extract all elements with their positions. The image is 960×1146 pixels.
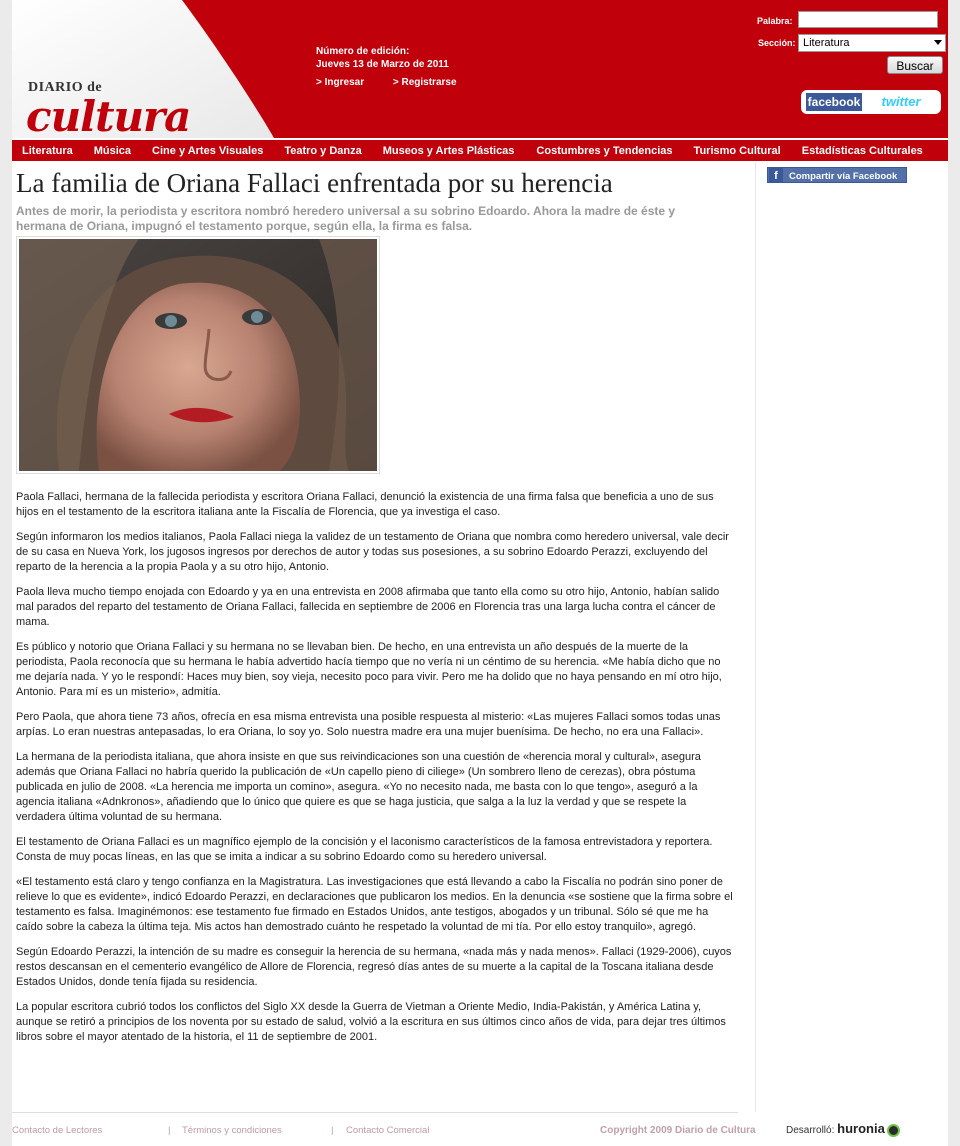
search-label: Palabra: (757, 16, 793, 26)
article-paragraph: Según informaron los medios italianos, Paola Fallaci niega la validez de un testamento de Oriana que nombra como heredero universal, vale decir de su casa en Nueva York, los jugosos ingresos por derechos de autor y todas sus posesiones, a su sobrino Edoardo Perazzi, excluyendo del reparto de la herencia a la propia Paola y a su otro hijo, Antonio. (16, 531, 729, 573)
article-paragraph: Es público y notorio que Oriana Fallaci y su hermana no se llevaban bien. De hecho, en una entrevista un año después de la muerte de la periodista, Paola reconocía que su hermana le había advertido hacía tiempo que no vería ni un céntimo de su herencia. «Me había dicho que no me dejaría nada. Y yo le respondí: Haces muy bien, soy vieja, necesito poco para vivir. Pero me ha dolido que no haya pensando en mí otro hijo, Antonio. Para mí es un misterio», admitía. (16, 641, 722, 698)
social-links (801, 90, 941, 114)
search-input[interactable] (798, 11, 938, 28)
footer-terms-link[interactable] (182, 1125, 282, 1136)
article-paragraph: Pero Paola, que ahora tiene 73 años, ofrecía en esa misma entrevista una posible respuesta al misterio: «Las mujeres Fallaci somos todas unas arpías. Lo eran nuestras antepasadas, lo era Oriana, lo soy yo. Solo nuestra madre era una mujer buenísima. De hecho, no era una Fallaci». (16, 711, 721, 738)
huronia-logo-icon (887, 1124, 900, 1137)
developer-name: huronia (837, 1121, 885, 1136)
article-body (16, 490, 736, 1055)
section-select-value: Literatura (803, 37, 850, 49)
footer-terms-label: Términos y condiciones (182, 1125, 282, 1136)
article-paragraph: La popular escritora cubrió todos los conflictos del Siglo XX desde la Guerra de Vietman a Oriente Medio, India-Pakistán, y América Latina y, aunque se retiró a principios de los noventa por su estado de salud, volvió a la escritura en sus últimos cinco años de vida, para dejar tres últimos libros sobre el mayor atentado de la historia, el 11 de septiembre de 2001. (16, 1001, 726, 1043)
article-paragraph: La hermana de la periodista italiana, que ahora insiste en que sus reivindicaciones son una cuestión de «herencia moral y cultural», asegura además que Oriana Fallaci no habría querido la publicación de «Un capello pieno di ciliege» (Un sombrero lleno de cerezas), obra póstuma publicada en julio de 2008. «La herencia me importa un comino», asegura. «Yo no necesito nada, me basta con lo que tengo», aseguró a la agencia italiana «Adnkronos», añadiendo que lo único que quiere es que se haga justicia, que salga a la luz la verdad y que se respete la verdadera última voluntad de su hermana. (16, 751, 701, 823)
nav-item-teatro[interactable]: Teatro y Danza (284, 144, 362, 157)
edition-info (316, 45, 449, 71)
share-facebook-button[interactable] (767, 167, 907, 183)
article-paragraph: Según Edoardo Perazzi, la intención de su madre es conseguir la herencia de su hermana, «nada más y nada menos». Fallaci (1929-2006), cuyos restos descansan en el cementerio evangélico de Allore de Florencia, regresó días antes de su muerte a la capital de la Toscana italiana desde Estados Unidos, donde tenía fijada su residencia. (16, 946, 732, 988)
footer-contact-readers-label: Contacto de Lectores (12, 1125, 103, 1136)
logo-cultura: cultura (26, 92, 191, 138)
share-facebook-label: Compartir vía Facebook (789, 171, 898, 182)
nav-item-museos[interactable]: Museos y Artes Plásticas (382, 144, 515, 157)
chevron-down-icon (934, 40, 942, 45)
logo-diario: DIARIO de (28, 80, 103, 95)
article-paragraph: «El testamento está claro y tengo confianza en la Magistratura. Las investigaciones que está llevando a cabo la Fiscalía no podrán sino poner de relieve lo que es evidente», indicó Edoardo Perazzi, en declaraciones que publicaron los medios. En la denuncia «se sostiene que la firma sobre el testamento es falsa. Imaginémonos: ese testamento fue firmado en Estados Unidos, ante testigos, abogados y un tribunal. Sólo sé que me ha caído sobre la cabeza la última teja. Mis actos han demostrado cuánto he respetado la voluntad de mi tía. Por ello estoy tranquilo», agregó. (16, 876, 733, 933)
page (12, 0, 948, 1146)
edition-date: Jueves 13 de Marzo de 2011 (316, 59, 449, 70)
developer-credit[interactable] (786, 1121, 900, 1137)
section-select[interactable] (798, 34, 946, 52)
nav-item-costumbres[interactable]: Costumbres y Tendencias (536, 144, 673, 157)
footer-contact-commercial[interactable] (346, 1125, 429, 1136)
article-subtitle: Antes de morir, la periodista y escritora nombró heredero universal a su sobrino Edoardo. Ahora la madre de éste y hermana de Oriana, impugnó el testamento porque, según ella, la firma es falsa. (16, 204, 676, 233)
facebook-icon: f (769, 168, 783, 182)
search-button[interactable]: Buscar (887, 56, 943, 74)
nav-item-cine[interactable]: Cine y Artes Visuales (152, 144, 264, 157)
nav-item-musica[interactable]: Música (93, 144, 132, 157)
twitter-link[interactable]: twitter (881, 94, 921, 109)
portrait-image (19, 239, 377, 471)
footer-separator: | (331, 1125, 334, 1136)
main-nav (12, 140, 948, 161)
edition-label: Número de edición: (316, 46, 410, 57)
developer-label: Desarrolló: (786, 1125, 835, 1136)
nav-item-estadisticas[interactable]: Estadísticas Culturales (801, 144, 923, 157)
footer-contact-commercial-label: Contacto Comercial (346, 1125, 430, 1136)
account-links (316, 77, 483, 88)
copyright: Copyright 2009 Diario de Cultura (600, 1125, 756, 1136)
register-link[interactable]: > Registrarse (392, 77, 457, 88)
article-paragraph: Paola lleva mucho tiempo enojada con Edoardo y ya en una entrevista en 2008 afirmaba que tanto ella como su otro hijo, Antonio, habían salido mal parados del reparto del testamento de Oriana Fallaci, fallecida en septiembre de 2006 en Florencia tras una larga lucha contra el cáncer de mama. (16, 586, 720, 628)
article-photo (16, 236, 380, 474)
article-paragraph: Paola Fallaci, hermana de la fallecida periodista y escritora Oriana Fallaci, denunció la existencia de una firma falsa que beneficia a uno de sus hijos en el testamento de la escritora italiana ante la Fiscalía de Florencia, que ya investiga el caso. (16, 491, 714, 518)
nav-item-turismo[interactable]: Turismo Cultural (693, 144, 781, 157)
sidebar-divider (755, 162, 756, 1112)
login-link[interactable]: > Ingresar (316, 77, 365, 88)
article-paragraph: El testamento de Oriana Fallaci es un magnífico ejemplo de la concisión y el laconismo característicos de la famosa entrevistadora y reportera. Consta de muy pocas líneas, en las que se imita a indicar a su sobrino Edoardo como su heredero universal. (16, 836, 713, 863)
nav-item-literatura[interactable]: Literatura (22, 144, 73, 157)
footer-contact-readers[interactable] (12, 1125, 102, 1136)
footer-divider (12, 1112, 738, 1113)
section-label: Sección: (758, 38, 796, 48)
facebook-link[interactable]: facebook (807, 95, 861, 109)
header (12, 0, 948, 138)
article-title: La familia de Oriana Fallaci enfrentada por su herencia (16, 168, 613, 198)
footer-separator: | (168, 1125, 171, 1136)
